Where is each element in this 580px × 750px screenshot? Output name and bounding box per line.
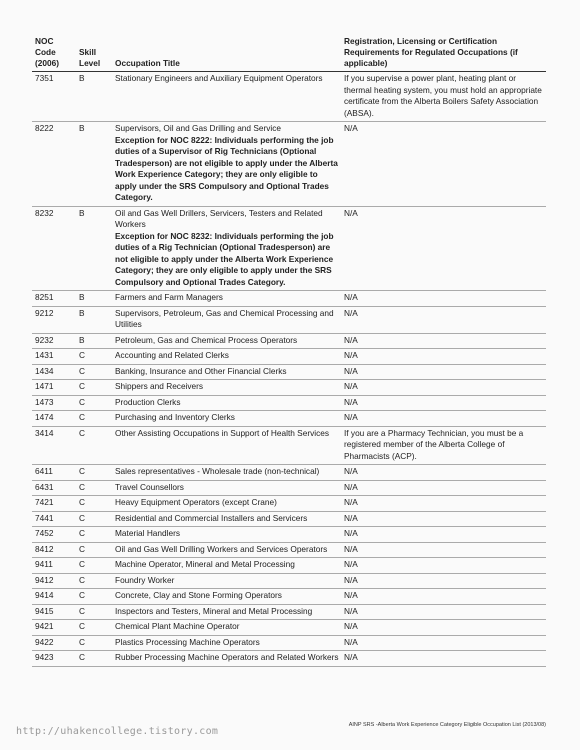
table-row: [32, 364, 546, 380]
occupation-title-cell: [112, 604, 341, 620]
skill-level-cell: C: [76, 511, 112, 527]
skill-level-cell: C: [76, 380, 112, 396]
occupation-title-cell: [112, 589, 341, 605]
occupation-table: [32, 36, 546, 667]
skill-level-cell: C: [76, 426, 112, 465]
requirements-cell: N/A: [341, 206, 546, 291]
occupation-title-cell: [112, 206, 341, 291]
requirements-cell: N/A: [341, 349, 546, 365]
requirements-cell: If you are a Pharmacy Technician, you must be a registered member of the Alberta College of Pharmacists (ACP).: [341, 426, 546, 465]
occupation-title-cell: [112, 333, 341, 349]
occupation-title-cell: [112, 122, 341, 207]
occupation-title-text: Production Clerks: [115, 396, 181, 407]
occupation-title-cell: [112, 291, 341, 307]
exception-note: Exception for NOC 8232: Individuals performing the job duties of a Rig Technician (Optional Tradesperson) are not eligible to apply under the Alberta Work Experience Category; they are only eligible to apply under the SRS Compulsory and Optional Trades Category.: [115, 230, 334, 287]
noc-code-cell: 9414: [32, 589, 76, 605]
noc-code-cell: 6431: [32, 480, 76, 496]
requirements-cell: N/A: [341, 542, 546, 558]
occupation-title-text: Chemical Plant Machine Operator: [115, 621, 240, 631]
noc-code-cell: 9415: [32, 604, 76, 620]
occupation-title-text: Farmers and Farm Managers: [115, 292, 223, 302]
table-row: [32, 380, 546, 396]
requirements-cell: N/A: [341, 604, 546, 620]
table-body: [32, 72, 546, 667]
requirements-cell: N/A: [341, 122, 546, 207]
occupation-title-cell: [112, 573, 341, 589]
table-row: [32, 122, 546, 207]
noc-code-cell: 9411: [32, 558, 76, 574]
requirements-cell: If you supervise a power plant, heating plant or thermal heating system, you must hold an appropriate certificate from the Alberta Boilers Safety Association (ABSA).: [341, 72, 546, 122]
header-requirements: Registration, Licensing or Certification Requirements for Regulated Occupations (if applicable): [341, 36, 546, 72]
table-row: [32, 620, 546, 636]
occupation-title-text: Concrete, Clay and Stone Forming Operators: [115, 590, 282, 600]
table-row: [32, 411, 546, 427]
table-row: [32, 558, 546, 574]
noc-code-cell: 7421: [32, 496, 76, 512]
skill-level-cell: B: [76, 291, 112, 307]
header-skill-level: Skill Level: [76, 36, 112, 72]
noc-code-cell: 1431: [32, 349, 76, 365]
header-occupation-title: Occupation Title: [112, 36, 341, 72]
noc-code-cell: 9422: [32, 635, 76, 651]
occupation-title-cell: [112, 426, 341, 465]
table-row: [32, 206, 546, 291]
skill-level-cell: C: [76, 620, 112, 636]
noc-code-cell: 7452: [32, 527, 76, 543]
requirements-cell: N/A: [341, 333, 546, 349]
occupation-title-text: Sales representatives - Wholesale trade (non-technical): [115, 466, 320, 476]
skill-level-cell: C: [76, 573, 112, 589]
requirements-cell: N/A: [341, 411, 546, 427]
occupation-title-text: Petroleum, Gas and Chemical Process Operators: [115, 334, 298, 345]
requirements-cell: N/A: [341, 620, 546, 636]
occupation-title-text: Material Handlers: [115, 528, 181, 538]
noc-code-cell: 1434: [32, 364, 76, 380]
skill-level-cell: C: [76, 589, 112, 605]
occupation-title-cell: [112, 651, 341, 667]
watermark-url: http://uhakencollege.tistory.com: [16, 726, 219, 737]
skill-level-cell: C: [76, 411, 112, 427]
occupation-title-cell: [112, 480, 341, 496]
occupation-title-cell: [112, 72, 341, 122]
noc-code-cell: 9232: [32, 333, 76, 349]
occupation-title-cell: [112, 411, 341, 427]
occupation-title-text: Other Assisting Occupations in Support of Health Services: [115, 427, 329, 438]
occupation-title-text: Purchasing and Inventory Clerks: [115, 412, 235, 422]
occupation-title-text: Travel Counsellors: [115, 481, 184, 492]
occupation-title-cell: [112, 465, 341, 481]
occupation-title-cell: [112, 364, 341, 380]
requirements-cell: N/A: [341, 635, 546, 651]
requirements-cell: N/A: [341, 291, 546, 307]
table-row: [32, 496, 546, 512]
occupation-title-text: Oil and Gas Well Drillers, Servicers, Testers and Related Workers: [115, 207, 323, 229]
noc-code-cell: 3414: [32, 426, 76, 465]
skill-level-cell: C: [76, 395, 112, 411]
noc-code-cell: 9421: [32, 620, 76, 636]
noc-code-cell: 8412: [32, 542, 76, 558]
requirements-cell: N/A: [341, 589, 546, 605]
occupation-title-cell: [112, 527, 341, 543]
occupation-title-cell: [112, 306, 341, 333]
table-row: [32, 306, 546, 333]
requirements-cell: N/A: [341, 651, 546, 667]
noc-code-cell: 7351: [32, 72, 76, 122]
occupation-title-cell: [112, 496, 341, 512]
skill-level-cell: B: [76, 72, 112, 122]
noc-code-cell: 9412: [32, 573, 76, 589]
table-row: [32, 542, 546, 558]
table-row: [32, 635, 546, 651]
skill-level-cell: C: [76, 527, 112, 543]
skill-level-cell: C: [76, 604, 112, 620]
table-row: [32, 426, 546, 465]
occupation-title-text: Supervisors, Oil and Gas Drilling and Service: [115, 123, 282, 133]
table-row: [32, 349, 546, 365]
table-row: [32, 465, 546, 481]
footer-caption: AINP SRS -Alberta Work Experience Category Eligible Occupation List (2013/08): [348, 722, 546, 728]
occupation-title-text: Shippers and Receivers: [115, 381, 204, 391]
requirements-cell: N/A: [341, 306, 546, 333]
occupation-title-cell: [112, 620, 341, 636]
requirements-cell: N/A: [341, 380, 546, 396]
requirements-cell: N/A: [341, 364, 546, 380]
occupation-title-text: Heavy Equipment Operators (except Crane): [115, 497, 277, 507]
requirements-cell: N/A: [341, 480, 546, 496]
skill-level-cell: C: [76, 496, 112, 512]
table-row: [32, 333, 546, 349]
table-row: [32, 527, 546, 543]
requirements-cell: N/A: [341, 573, 546, 589]
table-row: [32, 604, 546, 620]
occupation-title-text: Oil and Gas Well Drilling Workers and Services Operators: [115, 543, 328, 554]
requirements-cell: N/A: [341, 511, 546, 527]
skill-level-cell: C: [76, 651, 112, 667]
skill-level-cell: C: [76, 635, 112, 651]
skill-level-cell: C: [76, 364, 112, 380]
noc-code-cell: 1473: [32, 395, 76, 411]
noc-code-cell: 6411: [32, 465, 76, 481]
requirements-cell: N/A: [341, 496, 546, 512]
skill-level-cell: B: [76, 333, 112, 349]
table-row: [32, 395, 546, 411]
occupation-title-text: Banking, Insurance and Other Financial Clerks: [115, 365, 287, 376]
occupation-title-text: Supervisors, Petroleum, Gas and Chemical Processing and Utilities: [115, 307, 334, 329]
occupation-title-cell: [112, 395, 341, 411]
skill-level-cell: C: [76, 349, 112, 365]
requirements-cell: N/A: [341, 527, 546, 543]
table-row: [32, 291, 546, 307]
occupation-title-text: Foundry Worker: [115, 574, 175, 585]
occupation-title-cell: [112, 558, 341, 574]
requirements-cell: N/A: [341, 465, 546, 481]
skill-level-cell: C: [76, 480, 112, 496]
table-row: [32, 480, 546, 496]
noc-code-cell: 8251: [32, 291, 76, 307]
requirements-cell: N/A: [341, 395, 546, 411]
occupation-title-cell: [112, 349, 341, 365]
noc-code-cell: 9212: [32, 306, 76, 333]
skill-level-cell: B: [76, 306, 112, 333]
occupation-title-cell: [112, 380, 341, 396]
occupation-title-cell: [112, 511, 341, 527]
skill-level-cell: C: [76, 465, 112, 481]
occupation-title-text: Machine Operator, Mineral and Metal Processing: [115, 559, 295, 569]
occupation-title-text: Inspectors and Testers, Mineral and Metal Processing: [115, 605, 313, 616]
skill-level-cell: B: [76, 206, 112, 291]
noc-code-cell: 1471: [32, 380, 76, 396]
occupation-title-text: Plastics Processing Machine Operators: [115, 636, 260, 647]
skill-level-cell: C: [76, 542, 112, 558]
noc-code-cell: 8232: [32, 206, 76, 291]
skill-level-cell: B: [76, 122, 112, 207]
table-row: [32, 589, 546, 605]
noc-code-cell: 7441: [32, 511, 76, 527]
noc-code-cell: 8222: [32, 122, 76, 207]
noc-code-cell: 1474: [32, 411, 76, 427]
occupation-title-text: Residential and Commercial Installers and Servicers: [115, 512, 308, 523]
occupation-title-cell: [112, 635, 341, 651]
table-row: [32, 72, 546, 122]
requirements-cell: N/A: [341, 558, 546, 574]
table-row: [32, 573, 546, 589]
table-row: [32, 511, 546, 527]
occupation-table-page: [32, 36, 546, 667]
exception-note: Exception for NOC 8222: Individuals performing the job duties of a Supervisor of Rig Technicians (Optional Tradesperson) are not eligible to apply under the Alberta Work Experience Category; they are only eligible to apply under the SRS Compulsory and Optional Trades Category.: [115, 134, 338, 202]
occupation-title-text: Rubber Processing Machine Operators and Related Workers: [115, 652, 339, 662]
noc-code-cell: 9423: [32, 651, 76, 667]
occupation-title-text: Accounting and Related Clerks: [115, 350, 229, 360]
table-row: [32, 651, 546, 667]
table-header-row: [32, 36, 546, 72]
header-noc-code: NOC Code (2006): [32, 36, 76, 72]
occupation-title-text: Stationary Engineers and Auxiliary Equipment Operators: [115, 73, 323, 83]
occupation-title-cell: [112, 542, 341, 558]
skill-level-cell: C: [76, 558, 112, 574]
